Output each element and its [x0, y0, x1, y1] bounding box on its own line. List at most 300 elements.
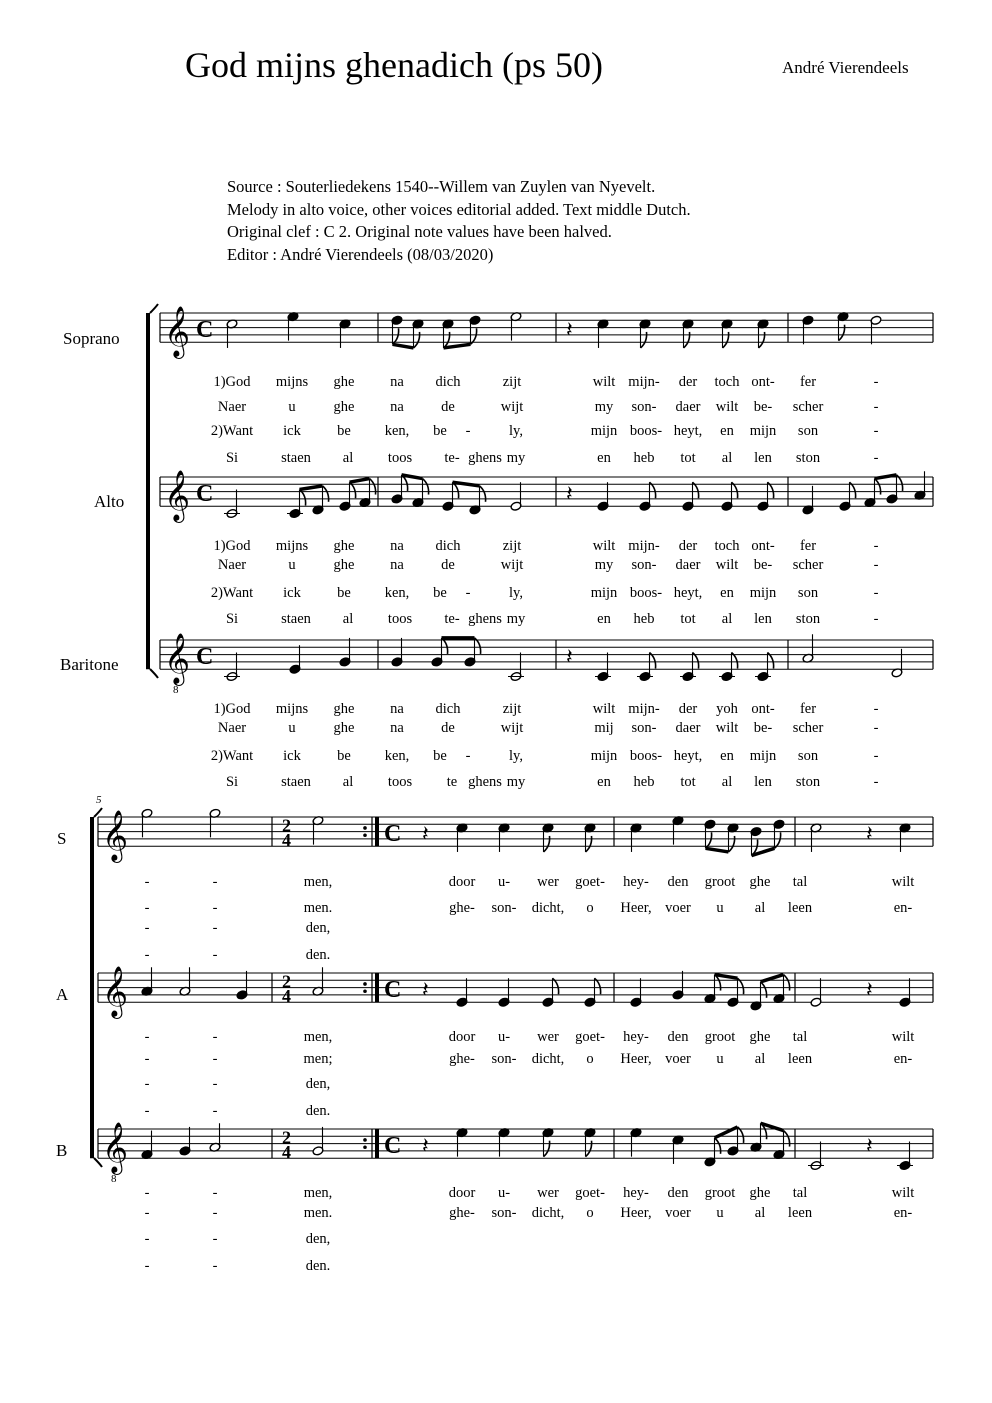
lyric-syllable: u-: [497, 874, 511, 890]
lyric-syllable: den: [667, 1029, 689, 1045]
lyric-syllable: ghe-: [449, 1051, 475, 1067]
lyric-syllable: o: [586, 1051, 594, 1067]
lyric-syllable: mijn: [590, 748, 618, 764]
lyric-syllable: goet-: [575, 1185, 605, 1201]
lyric-syllable: -: [144, 1205, 150, 1221]
lyric-syllable: heb: [633, 450, 655, 466]
lyric-syllable: al: [754, 1051, 766, 1067]
lyric-syllable: ghe: [333, 720, 355, 736]
lyric-syllable: be-: [753, 557, 773, 573]
quarter-rest-icon: 𝄽: [422, 821, 429, 847]
lyric-syllable: -: [873, 450, 879, 466]
lyric-syllable: mijn-: [628, 538, 660, 554]
lyric-syllable: len: [754, 450, 772, 466]
lyric-syllable: tal: [792, 1185, 808, 1201]
lyric-syllable: 1)God: [213, 701, 251, 717]
lyric-syllable: wijt: [500, 557, 524, 573]
treble-clef-icon: 𝄞: [102, 810, 129, 862]
lyric-syllable: dicht,: [531, 1051, 565, 1067]
lyric-syllable: ghens: [468, 450, 502, 466]
lyric-syllable: ick: [283, 423, 301, 439]
lyric-syllable: dich: [435, 374, 461, 390]
lyric-syllable: de: [441, 399, 455, 415]
quarter-rest-icon: 𝄽: [866, 1133, 873, 1159]
lyric-syllable: fer: [799, 374, 817, 390]
lyric-syllable: na: [390, 557, 404, 573]
lyric-syllable: leen: [787, 1051, 813, 1067]
lyric-syllable: toos: [387, 450, 413, 466]
lyric-syllable: -: [212, 920, 218, 936]
time-signature-common: C: [196, 316, 214, 343]
lyric-syllable: -: [212, 1185, 218, 1201]
lyric-syllable: heb: [633, 774, 655, 790]
lyric-syllable: -: [873, 374, 879, 390]
lyric-syllable: wilt: [592, 374, 616, 390]
note-flag-icon: [759, 332, 765, 348]
lyric-syllable: -: [144, 1076, 150, 1092]
treble-clef-icon: 𝄞: [164, 470, 191, 522]
lyric-syllable: ghe: [749, 874, 771, 890]
lyric-syllable: Si: [225, 611, 239, 627]
note-flag-icon: [784, 1131, 790, 1147]
staff-label-a: A: [56, 985, 69, 1004]
quarter-rest-icon: 𝄽: [866, 977, 873, 1003]
lyric-syllable: Heer,: [620, 1205, 652, 1221]
time-signature-denominator: 4: [282, 830, 291, 851]
lyric-syllable: al: [754, 1205, 766, 1221]
lyric-syllable: den.: [305, 1258, 331, 1274]
lyric-syllable: -: [144, 1103, 150, 1119]
lyric-syllable: be: [337, 423, 351, 439]
time-signature-common: C: [384, 1132, 402, 1159]
time-signature-denominator: 4: [282, 1142, 291, 1163]
lyric-syllable: my: [506, 611, 526, 627]
lyric-syllable: heyt,: [673, 423, 703, 439]
lyric-syllable: na: [390, 374, 404, 390]
lyric-syllable: son-: [491, 1205, 517, 1221]
note-flag-icon: [370, 479, 376, 495]
lyric-syllable: heyt,: [673, 585, 703, 601]
quarter-rest-icon: 𝄽: [566, 317, 573, 343]
octave-mark: 8: [111, 1173, 117, 1186]
lyric-syllable: ghe: [333, 538, 355, 554]
lyric-syllable: den,: [305, 1076, 331, 1092]
bracket-hook-icon: [150, 304, 158, 678]
lyric-syllable: 2)Want: [210, 585, 254, 601]
lyric-syllable: en: [720, 423, 734, 439]
lyric-syllable: ghe-: [449, 900, 475, 916]
lyric-syllable: -: [144, 1258, 150, 1274]
lyric-syllable: den: [667, 1185, 689, 1201]
lyric-syllable: en-: [893, 900, 913, 916]
lyric-syllable: son: [797, 423, 819, 439]
lyric-syllable: wilt: [592, 538, 616, 554]
lyric-syllable: -: [212, 1231, 218, 1247]
note-flag-icon: [544, 1141, 550, 1157]
note-flag-icon: [414, 332, 420, 348]
lyric-syllable: ghe: [749, 1185, 771, 1201]
lyric-syllable: son-: [491, 1051, 517, 1067]
lyric-syllable: Si: [225, 450, 239, 466]
lyric-syllable: len: [754, 774, 772, 790]
lyric-syllable: ken,: [384, 423, 410, 439]
lyric-syllable: ont-: [751, 701, 775, 717]
lyric-syllable: en: [720, 585, 734, 601]
lyric-syllable: ont-: [751, 374, 775, 390]
treble-clef-icon: 𝄞: [164, 633, 191, 685]
staff-label-alto: Alto: [94, 492, 125, 511]
note-flag-icon: [323, 486, 329, 502]
lyric-syllable: na: [390, 701, 404, 717]
lyric-syllable: mijn: [749, 423, 777, 439]
lyric-syllable: daer: [675, 720, 701, 736]
lyric-syllable: na: [390, 720, 404, 736]
lyric-syllable: al: [342, 774, 354, 790]
lyric-syllable: den.: [305, 947, 331, 963]
repeat-dot-icon: [363, 826, 367, 830]
lyric-syllable: men;: [303, 1051, 333, 1067]
note-flag-icon: [544, 836, 550, 852]
lyric-syllable: toch: [714, 538, 740, 554]
lyric-syllable: voer: [665, 900, 691, 916]
melody-note: Melody in alto voice, other voices editorial added. Text middle Dutch.: [227, 199, 691, 219]
lyric-syllable: door: [448, 1029, 476, 1045]
lyric-syllable: ly,: [509, 748, 523, 764]
lyric-syllable: boos-: [629, 423, 663, 439]
quarter-rest-icon: 𝄽: [422, 977, 429, 1003]
lyric-syllable: groot: [704, 1185, 736, 1201]
lyric-syllable: ick: [283, 585, 301, 601]
repeat-dot-icon: [363, 833, 367, 837]
lyric-syllable: be: [433, 585, 447, 601]
lyric-syllable: -: [465, 748, 471, 764]
note-beam: [444, 344, 471, 348]
lyric-syllable: -: [873, 611, 879, 627]
lyric-syllable: staen: [281, 611, 311, 627]
lyric-syllable: my: [506, 450, 526, 466]
lyric-syllable: 1)God: [213, 538, 251, 554]
lyric-syllable: der: [678, 538, 698, 554]
lyric-syllable: al: [721, 611, 733, 627]
clef-note: Original clef : C 2. Original note values have been halved.: [227, 222, 612, 241]
lyric-syllable: son-: [631, 399, 657, 415]
quarter-rest-icon: 𝄽: [866, 821, 873, 847]
lyric-syllable: boos-: [629, 748, 663, 764]
note-flag-icon: [423, 479, 429, 495]
measure-number: 5: [96, 794, 102, 806]
lyric-syllable: 1)God: [213, 374, 251, 390]
lyric-syllable: len: [754, 611, 772, 627]
lyric-syllable: -: [212, 1029, 218, 1045]
lyric-syllable: wilt: [715, 399, 739, 415]
lyric-syllable: Naer: [217, 557, 247, 573]
lyric-syllable: be-: [753, 720, 773, 736]
lyric-syllable: mijns: [275, 374, 309, 390]
lyric-syllable: dicht,: [531, 900, 565, 916]
lyric-syllable: -: [873, 538, 879, 554]
lyric-syllable: leen: [787, 900, 813, 916]
lyric-syllable: hey-: [623, 874, 649, 890]
lyric-syllable: be: [337, 585, 351, 601]
note-flag-icon: [875, 479, 881, 495]
lyric-syllable: te-: [444, 611, 460, 627]
lyric-syllable: u: [288, 399, 296, 415]
lyric-syllable: -: [212, 1103, 218, 1119]
lyric-syllable: al: [342, 450, 354, 466]
note-flag-icon: [684, 332, 690, 348]
lyric-syllable: en-: [893, 1051, 913, 1067]
lyric-syllable: men,: [303, 1029, 333, 1045]
quarter-rest-icon: 𝄽: [422, 1133, 429, 1159]
lyric-syllable: te: [446, 774, 458, 790]
lyric-syllable: wer: [537, 1185, 559, 1201]
lyric-syllable: staen: [281, 450, 311, 466]
source-note: Source : Souterliedekens 1540--Willem van Zuylen van Nyevelt.: [227, 177, 656, 196]
lyric-syllable: wer: [537, 874, 559, 890]
lyric-syllable: goet-: [575, 1029, 605, 1045]
lyric-syllable: wijt: [500, 399, 524, 415]
lyric-syllable: ston: [795, 450, 821, 466]
lyric-syllable: u: [288, 720, 296, 736]
lyric-syllable: voer: [665, 1051, 691, 1067]
editor-note: Editor : André Vierendeels (08/03/2020): [227, 244, 494, 264]
lyric-syllable: groot: [704, 1029, 736, 1045]
lyric-syllable: wilt: [715, 557, 739, 573]
lyric-syllable: -: [144, 1051, 150, 1067]
lyric-syllable: tot: [680, 611, 696, 627]
lyric-syllable: toos: [387, 611, 413, 627]
lyric-syllable: wilt: [891, 874, 915, 890]
note-flag-icon: [839, 325, 845, 341]
lyric-syllable: my: [594, 557, 614, 573]
lyric-syllable: dich: [435, 701, 461, 717]
lyric-syllable: ken,: [384, 585, 410, 601]
lyric-syllable: ly,: [509, 423, 523, 439]
treble-clef-icon: 𝄞: [102, 1122, 129, 1174]
lyric-syllable: u: [288, 557, 296, 573]
lyric-syllable: den,: [305, 1231, 331, 1247]
time-signature-common: C: [384, 976, 402, 1003]
lyric-syllable: te-: [444, 450, 460, 466]
lyric-syllable: -: [212, 947, 218, 963]
staff-label-baritone: Baritone: [60, 655, 119, 674]
lyric-syllable: door: [448, 874, 476, 890]
lyric-syllable: fer: [799, 701, 817, 717]
lyric-syllable: mijns: [275, 538, 309, 554]
lyric-syllable: -: [465, 585, 471, 601]
lyric-syllable: daer: [675, 399, 701, 415]
staff-label-soprano: Soprano: [63, 329, 120, 348]
lyric-syllable: groot: [704, 874, 736, 890]
lyric-syllable: -: [144, 920, 150, 936]
lyric-syllable: wilt: [891, 1029, 915, 1045]
lyric-syllable: -: [144, 947, 150, 963]
lyric-syllable: -: [873, 423, 879, 439]
lyric-syllable: u-: [497, 1029, 511, 1045]
lyric-syllable: der: [678, 374, 698, 390]
lyric-syllable: en: [597, 774, 611, 790]
lyric-syllable: ly,: [509, 585, 523, 601]
lyric-syllable: mijn-: [628, 374, 660, 390]
lyric-syllable: staen: [281, 774, 311, 790]
lyric-syllable: 2)Want: [210, 423, 254, 439]
lyric-syllable: de: [441, 720, 455, 736]
lyric-syllable: -: [144, 1231, 150, 1247]
lyric-syllable: na: [390, 399, 404, 415]
repeat-dot-icon: [363, 989, 367, 993]
lyric-syllable: -: [873, 774, 879, 790]
lyric-syllable: tot: [680, 450, 696, 466]
treble-clef-icon: 𝄞: [102, 966, 129, 1018]
lyric-syllable: ghe: [333, 399, 355, 415]
lyric-syllable: -: [873, 399, 879, 415]
time-signature-numerator: 2: [282, 1127, 291, 1148]
lyric-syllable: ghens: [468, 774, 502, 790]
time-signature-common: C: [196, 480, 214, 507]
lyric-syllable: voer: [665, 1205, 691, 1221]
lyric-syllable: ghe-: [449, 1205, 475, 1221]
lyric-syllable: ont-: [751, 538, 775, 554]
composer-name: André Vierendeels: [782, 58, 909, 77]
time-signature-common: C: [384, 820, 402, 847]
lyric-syllable: mijn-: [628, 701, 660, 717]
lyric-syllable: en-: [893, 1205, 913, 1221]
lyric-syllable: ghe: [333, 557, 355, 573]
lyric-syllable: o: [586, 900, 594, 916]
lyric-syllable: men,: [303, 874, 333, 890]
lyric-syllable: wer: [537, 1029, 559, 1045]
lyric-syllable: scher: [792, 399, 824, 415]
lyric-syllable: Si: [225, 774, 239, 790]
lyric-syllable: yoh: [716, 701, 738, 717]
treble-clef-icon: 𝄞: [164, 306, 191, 358]
page-title: God mijns ghenadich (ps 50): [185, 45, 603, 85]
lyric-syllable: -: [144, 1185, 150, 1201]
staff-label-s: S: [57, 829, 67, 848]
lyric-syllable: scher: [792, 557, 824, 573]
lyric-syllable: u: [716, 1051, 724, 1067]
lyric-syllable: den,: [305, 920, 331, 936]
note-flag-icon: [784, 975, 790, 991]
note-beam: [393, 344, 414, 348]
lyric-syllable: door: [448, 1185, 476, 1201]
lyric-syllable: mijn: [590, 423, 618, 439]
lyric-syllable: al: [721, 450, 733, 466]
lyric-syllable: u: [716, 1205, 724, 1221]
lyric-syllable: son-: [631, 557, 657, 573]
time-signature-denominator: 4: [282, 986, 291, 1007]
note-flag-icon: [729, 836, 735, 852]
note-flag-icon: [761, 982, 767, 998]
lyric-syllable: en: [720, 748, 734, 764]
lyric-syllable: mij: [594, 720, 614, 736]
repeat-dot-icon: [363, 982, 367, 986]
lyric-syllable: o: [586, 1205, 594, 1221]
lyric-syllable: son-: [491, 900, 517, 916]
lyric-syllable: -: [212, 1205, 218, 1221]
lyric-syllable: na: [390, 538, 404, 554]
lyric-syllable: leen: [787, 1205, 813, 1221]
lyric-syllable: -: [144, 874, 150, 890]
lyric-syllable: daer: [675, 557, 701, 573]
lyric-syllable: -: [873, 557, 879, 573]
lyric-syllable: ghe: [333, 374, 355, 390]
lyric-syllable: men.: [303, 1205, 333, 1221]
lyric-syllable: den: [667, 874, 689, 890]
lyric-syllable: -: [212, 1076, 218, 1092]
lyric-syllable: wilt: [715, 720, 739, 736]
lyric-syllable: u-: [497, 1185, 511, 1201]
note-flag-icon: [586, 836, 592, 852]
note-beam: [706, 848, 729, 852]
note-flag-icon: [586, 1141, 592, 1157]
octave-mark: 8: [173, 684, 179, 697]
lyric-syllable: toch: [714, 374, 740, 390]
lyric-syllable: den.: [305, 1103, 331, 1119]
lyric-syllable: my: [506, 774, 526, 790]
lyric-syllable: zijt: [502, 374, 522, 390]
lyric-syllable: ken,: [384, 748, 410, 764]
note-flag-icon: [480, 486, 486, 502]
lyric-syllable: ghe: [749, 1029, 771, 1045]
lyric-syllable: boos-: [629, 585, 663, 601]
lyric-syllable: -: [873, 701, 879, 717]
lyric-syllable: be-: [753, 399, 773, 415]
repeat-dot-icon: [363, 1145, 367, 1149]
lyric-syllable: -: [212, 900, 218, 916]
lyric-syllable: zijt: [502, 538, 522, 554]
lyric-syllable: son: [797, 748, 819, 764]
lyric-syllable: de: [441, 557, 455, 573]
note-flag-icon: [723, 332, 729, 348]
note-flag-icon: [641, 332, 647, 348]
lyric-syllable: tot: [680, 774, 696, 790]
lyric-syllable: -: [144, 1029, 150, 1045]
lyric-syllable: mijn: [749, 585, 777, 601]
lyric-syllable: -: [465, 423, 471, 439]
lyric-syllable: Heer,: [620, 900, 652, 916]
lyric-syllable: -: [144, 900, 150, 916]
lyric-syllable: -: [212, 1258, 218, 1274]
lyric-syllable: ston: [795, 611, 821, 627]
lyric-syllable: Naer: [217, 720, 247, 736]
lyric-syllable: fer: [799, 538, 817, 554]
lyric-syllable: en: [597, 450, 611, 466]
lyric-syllable: be: [337, 748, 351, 764]
lyric-syllable: al: [342, 611, 354, 627]
lyric-syllable: tal: [792, 1029, 808, 1045]
lyric-syllable: u: [716, 900, 724, 916]
lyric-syllable: al: [754, 900, 766, 916]
lyric-syllable: ghens: [468, 611, 502, 627]
quarter-rest-icon: 𝄽: [566, 644, 573, 670]
lyric-syllable: dich: [435, 538, 461, 554]
lyric-syllable: dicht,: [531, 1205, 565, 1221]
lyric-syllable: heyt,: [673, 748, 703, 764]
lyric-syllable: -: [873, 720, 879, 736]
lyric-syllable: -: [873, 748, 879, 764]
lyric-syllable: goet-: [575, 874, 605, 890]
lyric-syllable: scher: [792, 720, 824, 736]
lyric-syllable: wilt: [891, 1185, 915, 1201]
lyric-syllable: son-: [631, 720, 657, 736]
lyric-syllable: 2)Want: [210, 748, 254, 764]
note-flag-icon: [715, 1138, 721, 1154]
repeat-dot-icon: [363, 1138, 367, 1142]
lyric-syllable: al: [721, 774, 733, 790]
lyric-syllable: my: [594, 399, 614, 415]
lyric-syllable: ghe: [333, 701, 355, 717]
